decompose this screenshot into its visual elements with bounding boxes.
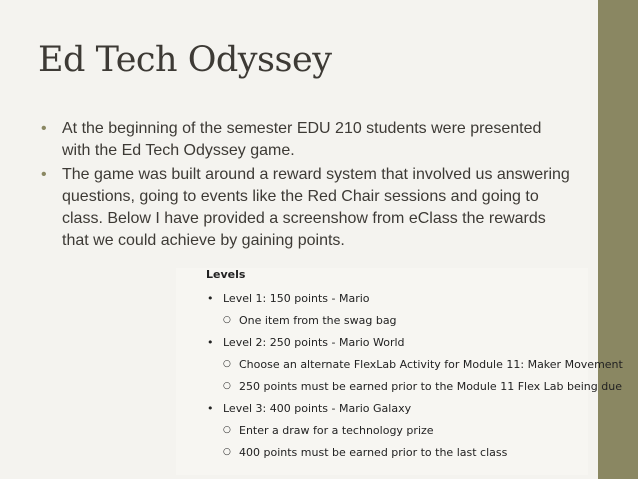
level-sub-item [223,314,397,327]
eclass-levels-screenshot [176,268,623,475]
level-label: Level 2: 250 points - Mario World [223,336,405,349]
hollow-bullet-icon: ○ [223,381,231,391]
level-sub-label: 250 points must be earned prior to the Module 11 Flex Lab being due [239,380,622,393]
bullet-dot-icon: • [41,120,47,137]
filled-bullet-icon: • [207,292,214,305]
slide-title: Ed Tech Odyssey [38,40,332,80]
level-sub-item [223,380,622,393]
level-sub-item [223,424,434,437]
hollow-bullet-icon: ○ [223,447,231,457]
level-item [207,402,412,415]
hollow-bullet-icon: ○ [223,425,231,435]
level-item [207,292,370,305]
hollow-bullet-icon: ○ [223,359,231,369]
levels-heading: Levels [206,268,246,281]
bullet-item [40,164,570,252]
level-sub-item [223,446,508,459]
bullet-text: At the beginning of the semester EDU 210 students were presented with the Ed Tech Odyssey game. [62,120,542,159]
level-label: Level 3: 400 points - Mario Galaxy [223,402,412,415]
level-sub-label: Choose an alternate FlexLab Activity for Module 11: Maker Movement [239,358,623,371]
bullet-text: The game was built around a reward system that involved us answering questions, going to events like the Red Chair sessions and going to class. Below I have provided a screenshow from eClass the rewards that we could achieve by gaining points. [62,166,570,249]
level-sub-item [223,358,623,371]
level-sub-label: 400 points must be earned prior to the last class [239,446,508,459]
level-sub-label: One item from the swag bag [239,314,397,327]
hollow-bullet-icon: ○ [223,315,231,325]
filled-bullet-icon: • [207,336,214,349]
side-accent-band [598,0,638,479]
bullet-item [40,118,570,162]
bullet-dot-icon: • [41,166,47,183]
bullet-list [40,118,570,254]
level-label: Level 1: 150 points - Mario [223,292,370,305]
level-item [207,336,405,349]
level-sub-label: Enter a draw for a technology prize [239,424,434,437]
filled-bullet-icon: • [207,402,214,415]
